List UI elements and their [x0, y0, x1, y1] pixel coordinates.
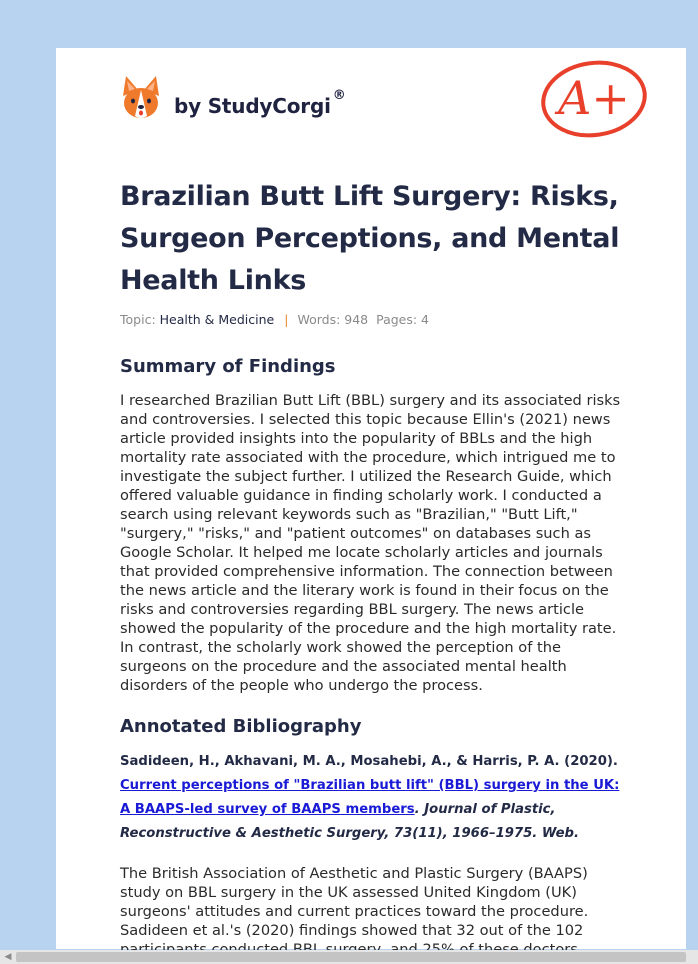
horizontal-scrollbar[interactable]: [0, 950, 698, 964]
citation-journal: Journal of Plastic, Reconstructive & Aesthetic Surgery, 73(11), 1966–1975: [120, 802, 556, 841]
page-title: Brazilian Butt Lift Surgery: Risks, Surgeon Perceptions, and Mental Health Links: [120, 181, 620, 296]
a-plus-grade-icon: [538, 58, 650, 140]
citation-authors: Sadideen, H., Akhavani, M. A., Mosahebi, A., & Harris, P. A. (2020).: [120, 754, 618, 769]
bibliography-citation: [120, 750, 632, 846]
summary-paragraph: I researched Brazilian Butt Lift (BBL) surgery and its associated risks and controversies. I selected this topic because Ellin's (2021) news article provided insights into the popularity of BBLs and the high mortality rate associated with the procedure, which intrigued me to investigate the subject further. I utilized the Research Guide, which offered valuable guidance in finding scholarly work. I conducted a search using relevant keywords such as "Brazilian," "Butt Lift," "surgery," "risks," and "patient outcomes" on databases such as Google Scholar. It helped me locate scholarly articles and journals that provided comprehensive information. The connection between the news article and the literary work is found in their focus on the risks and controversies regarding BBL surgery. The news article showed the popularity of the procedure and the high mortality rate. In contrast, the scholarly work showed the perception of the surgeons on the procedure and the associated mental health disorders of the people who undergo the process.: [120, 392, 621, 694]
scroll-left-arrow-icon[interactable]: ◀: [4, 952, 12, 962]
meta-separator: |: [284, 312, 289, 327]
page-count: Pages: 4: [376, 312, 430, 327]
scrollbar-thumb[interactable]: [16, 952, 686, 962]
studycorgi-logo[interactable]: [121, 76, 381, 120]
registered-mark: ®: [332, 88, 346, 103]
document-meta: [120, 312, 429, 327]
bibliography-heading: Annotated Bibliography: [120, 716, 362, 737]
citation-link[interactable]: Current perceptions of "Brazilian butt lift" (BBL) surgery in the UK: A BAAPS-led survey of BAAPS members: [120, 778, 620, 817]
word-count: Words: 948: [297, 312, 369, 327]
brand-name: by StudyCorgi: [174, 94, 331, 118]
summary-heading: Summary of Findings: [120, 356, 336, 377]
grade-label: A+: [558, 71, 630, 125]
topic-label: Topic:: [120, 312, 156, 327]
topic-link[interactable]: Health & Medicine: [159, 312, 275, 327]
annotation-paragraph: The British Association of Aesthetic and Plastic Surgery (BAAPS) study on BBL surgery in the UK assessed United Kingdom (UK) surgeons' attitudes and current practices toward the procedure. Sadideen et al.'s (2020) findings showed that 32 out of the 102: [120, 865, 589, 939]
citation-tail: . Web.: [532, 826, 579, 841]
document-page: [56, 48, 686, 949]
citation-period: .: [414, 802, 420, 817]
corgi-logo-icon: [121, 76, 161, 120]
